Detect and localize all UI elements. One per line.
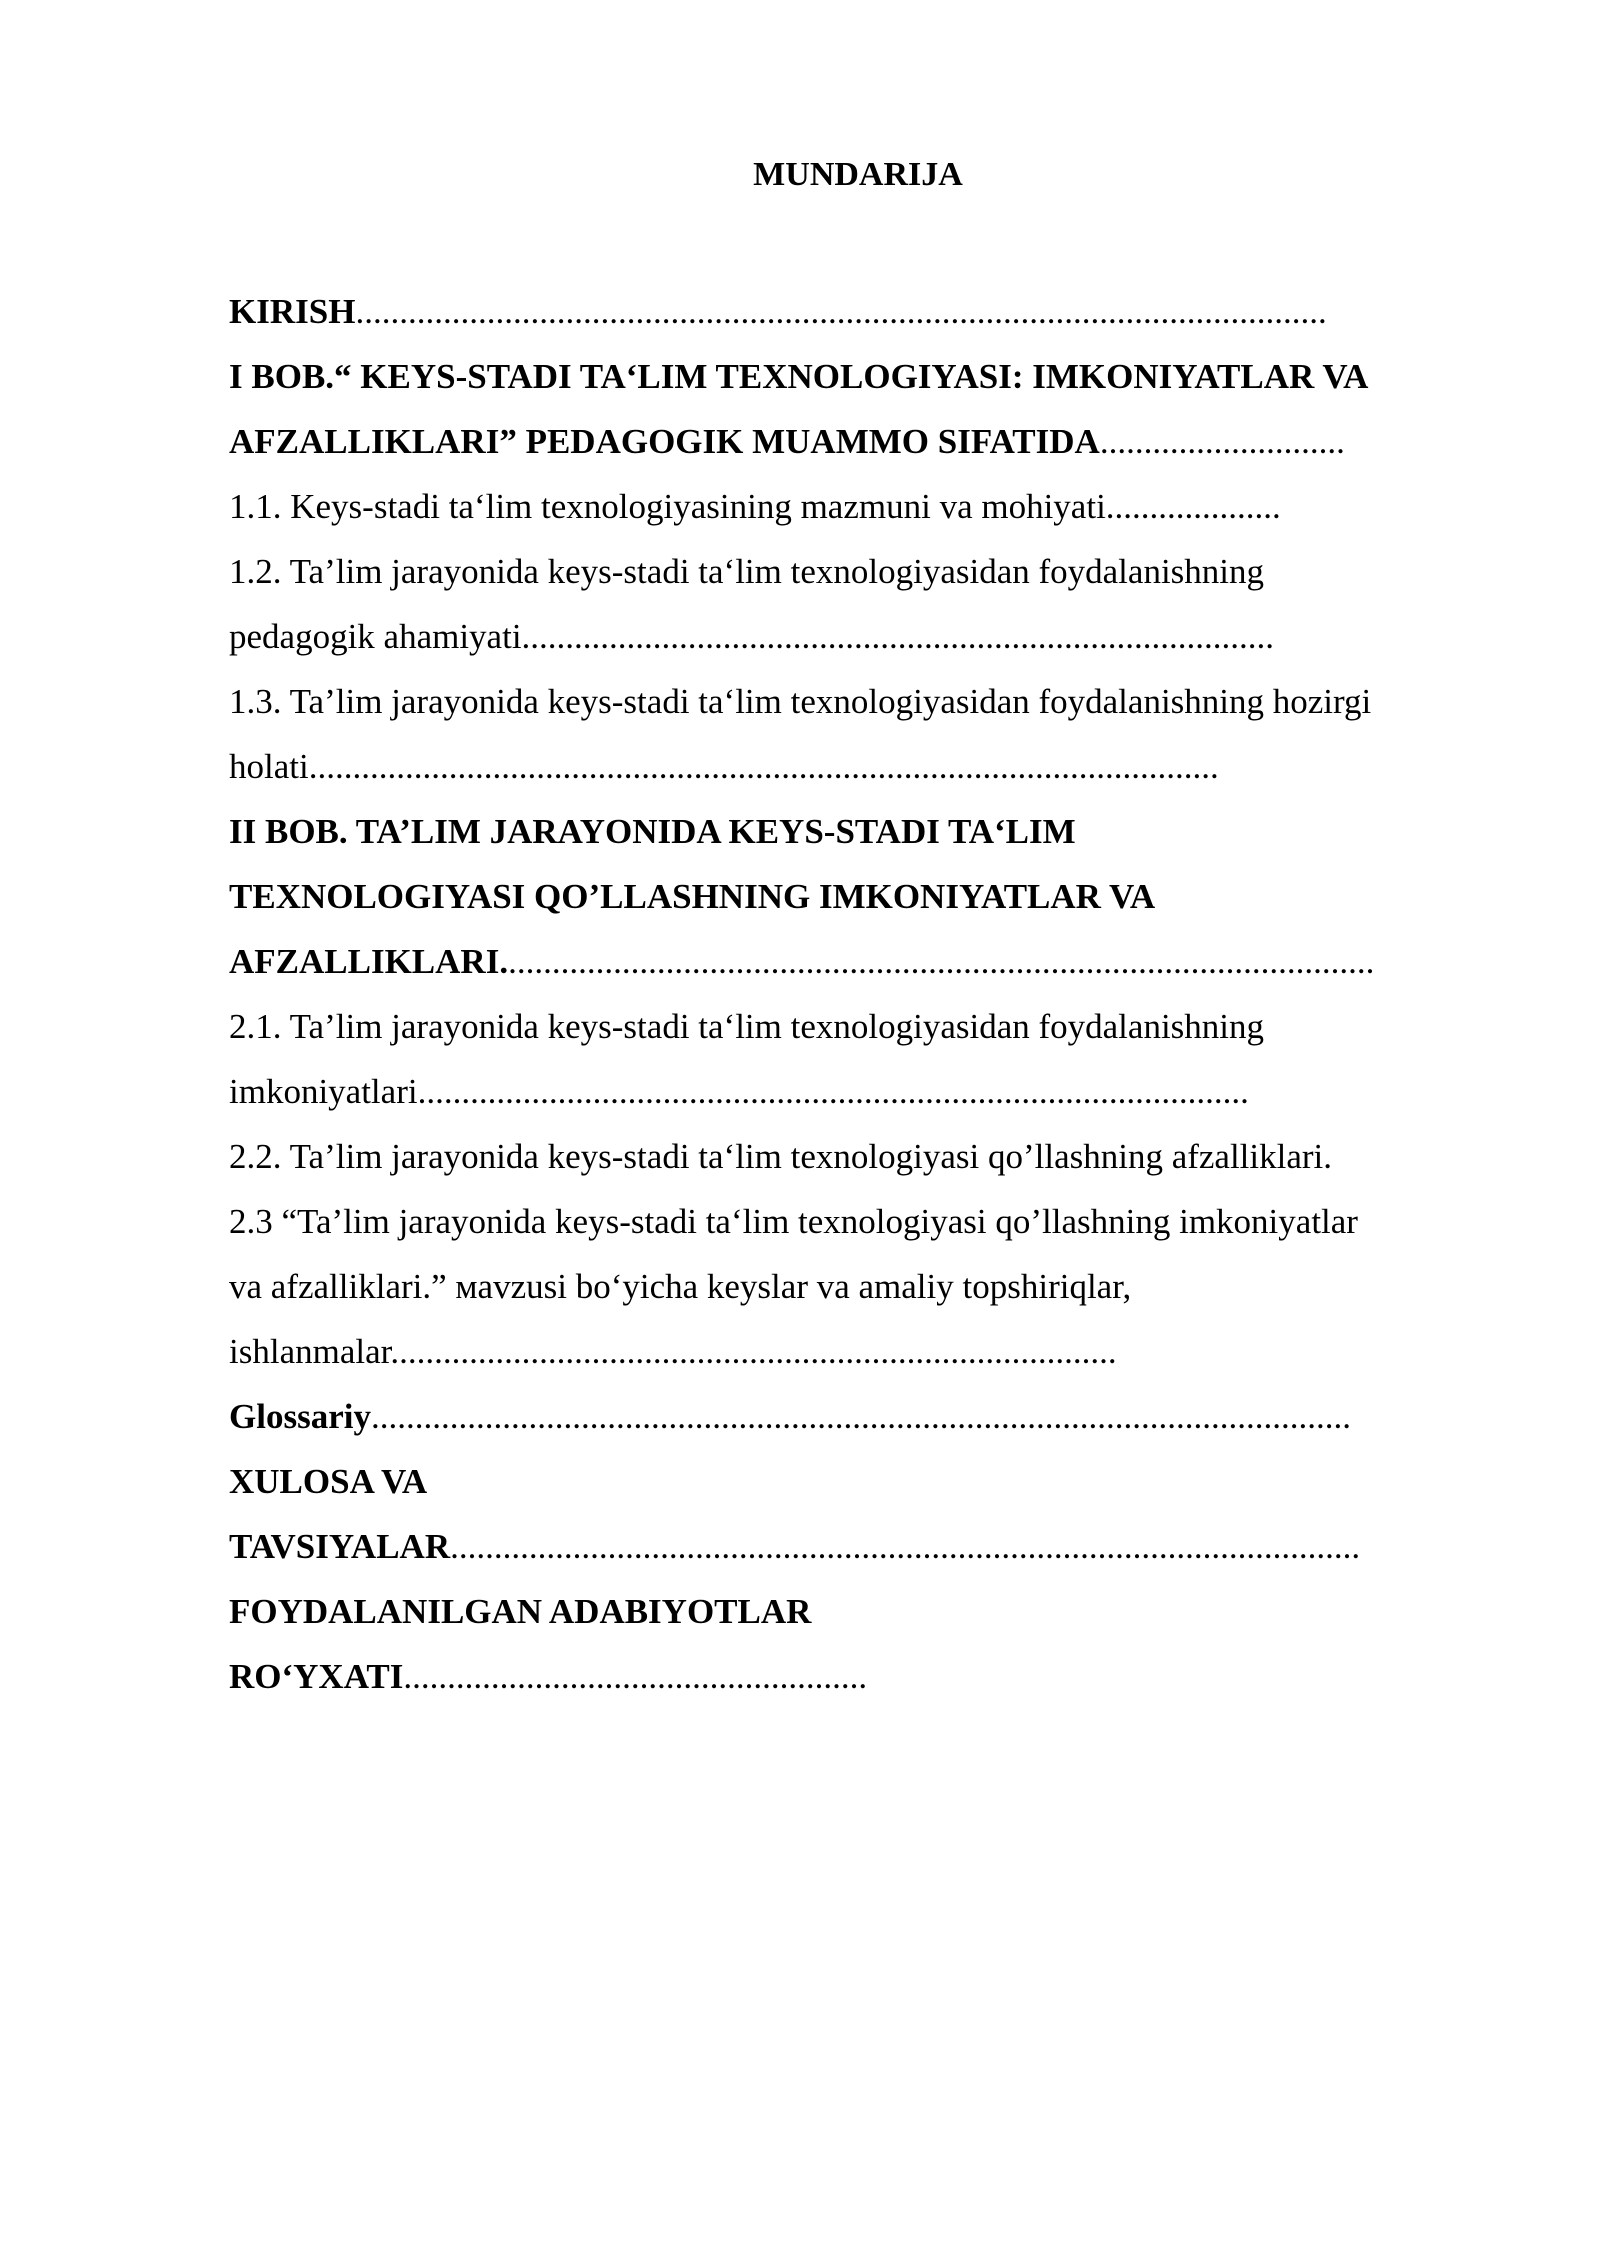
toc-line: [229, 1514, 1539, 1579]
toc-entry-text: 2.3 “Ta’lim jarayonida keys-stadi ta‘lim texnologiyasi qo’llashning imkoniyatlar: [229, 1202, 1358, 1241]
toc-line: [229, 799, 1539, 864]
toc-line: [229, 1059, 1539, 1124]
toc-leader-dots: ......................................................................................: [521, 617, 1275, 656]
toc-leader-dots: ...............................................................................................................: [355, 292, 1327, 331]
toc-line: [229, 1644, 1539, 1709]
toc-line: [229, 1124, 1539, 1189]
toc-line: [229, 669, 1539, 734]
toc-leader-dots: ...................................................................................................: [508, 942, 1375, 981]
toc-entry-text: 1.1. Keys-stadi ta‘lim texnologiyasining mazmuni va mohiyati: [229, 487, 1106, 526]
toc-line: [229, 539, 1539, 604]
toc-leader-dots: ....................: [1105, 487, 1281, 526]
toc-leader-dots: ...............................................................................................: [417, 1072, 1249, 1111]
toc-entry-text: va afzalliklari.” мavzusi bo‘yicha keyslar va amaliy topshiriqlar,: [229, 1267, 1132, 1306]
toc-entry-text: AFZALLIKLARI” PEDAGOGIK MUAMMO SIFATIDA: [229, 422, 1100, 461]
toc-entry-text: XULOSA VA: [229, 1462, 428, 1501]
toc-line: [229, 279, 1539, 344]
toc-entry-text: II BOB. TA’LIM JARAYONIDA KEYS-STADI TA‘LIM: [229, 812, 1076, 851]
toc-entry-text: ishlanmalar: [229, 1332, 391, 1371]
toc-entry-text: AFZALLIKLARI.: [229, 942, 509, 981]
table-of-contents: [229, 279, 1539, 1709]
toc-line: [229, 929, 1539, 994]
toc-leader-dots: .....................................................: [403, 1657, 868, 1696]
toc-line: [229, 864, 1539, 929]
toc-entry-text: RO‘YXATI: [229, 1657, 404, 1696]
toc-line: [229, 994, 1539, 1059]
toc-leader-dots: ...................................................................................: [390, 1332, 1117, 1371]
toc-entry-text: TAVSIYALAR: [229, 1527, 451, 1566]
toc-leader-dots: ........................................................................................................: [450, 1527, 1361, 1566]
toc-line: [229, 604, 1539, 669]
toc-entry-text: holati: [229, 747, 309, 786]
toc-entry-text: KIRISH: [229, 292, 356, 331]
toc-entry-text: Glossariy: [229, 1397, 371, 1436]
toc-line: [229, 1449, 1539, 1514]
toc-line: [229, 1254, 1539, 1319]
toc-entry-text: TEXNOLOGIYASI QO’LLASHNING IMKONIYATLAR VA: [229, 877, 1156, 916]
toc-entry-text: 2.2. Ta’lim jarayonida keys-stadi ta‘lim texnologiyasi qo’llashning afzalliklari.: [229, 1137, 1333, 1176]
toc-line: [229, 474, 1539, 539]
toc-line: [229, 734, 1539, 799]
toc-leader-dots: ........................................................................................................: [308, 747, 1219, 786]
toc-line: [229, 1319, 1539, 1384]
page-title: MUNDARIJA: [753, 156, 963, 193]
toc-line: [229, 409, 1539, 474]
toc-entry-text: I BOB.“ KEYS-STADI TA‘LIM TEXNOLOGIYASI: IMKONIYATLAR VA: [229, 357, 1369, 396]
toc-entry-text: 2.1. Ta’lim jarayonida keys-stadi ta‘lim texnologiyasidan foydalanishning: [229, 1007, 1265, 1046]
toc-leader-dots: ............................: [1099, 422, 1345, 461]
toc-line: [229, 344, 1539, 409]
toc-leader-dots: ................................................................................................................: [370, 1397, 1351, 1436]
toc-entry-text: pedagogik ahamiyati: [229, 617, 522, 656]
toc-line: [229, 1579, 1539, 1644]
toc-line: [229, 1189, 1539, 1254]
toc-entry-text: imkoniyatlari: [229, 1072, 418, 1111]
toc-entry-text: 1.2. Ta’lim jarayonida keys-stadi ta‘lim texnologiyasidan foydalanishning: [229, 552, 1265, 591]
toc-entry-text: 1.3. Ta’lim jarayonida keys-stadi ta‘lim texnologiyasidan foydalanishning hozirgi: [229, 682, 1372, 721]
toc-entry-text: FOYDALANILGAN ADABIYOTLAR: [229, 1592, 812, 1631]
toc-line: [229, 1384, 1539, 1449]
